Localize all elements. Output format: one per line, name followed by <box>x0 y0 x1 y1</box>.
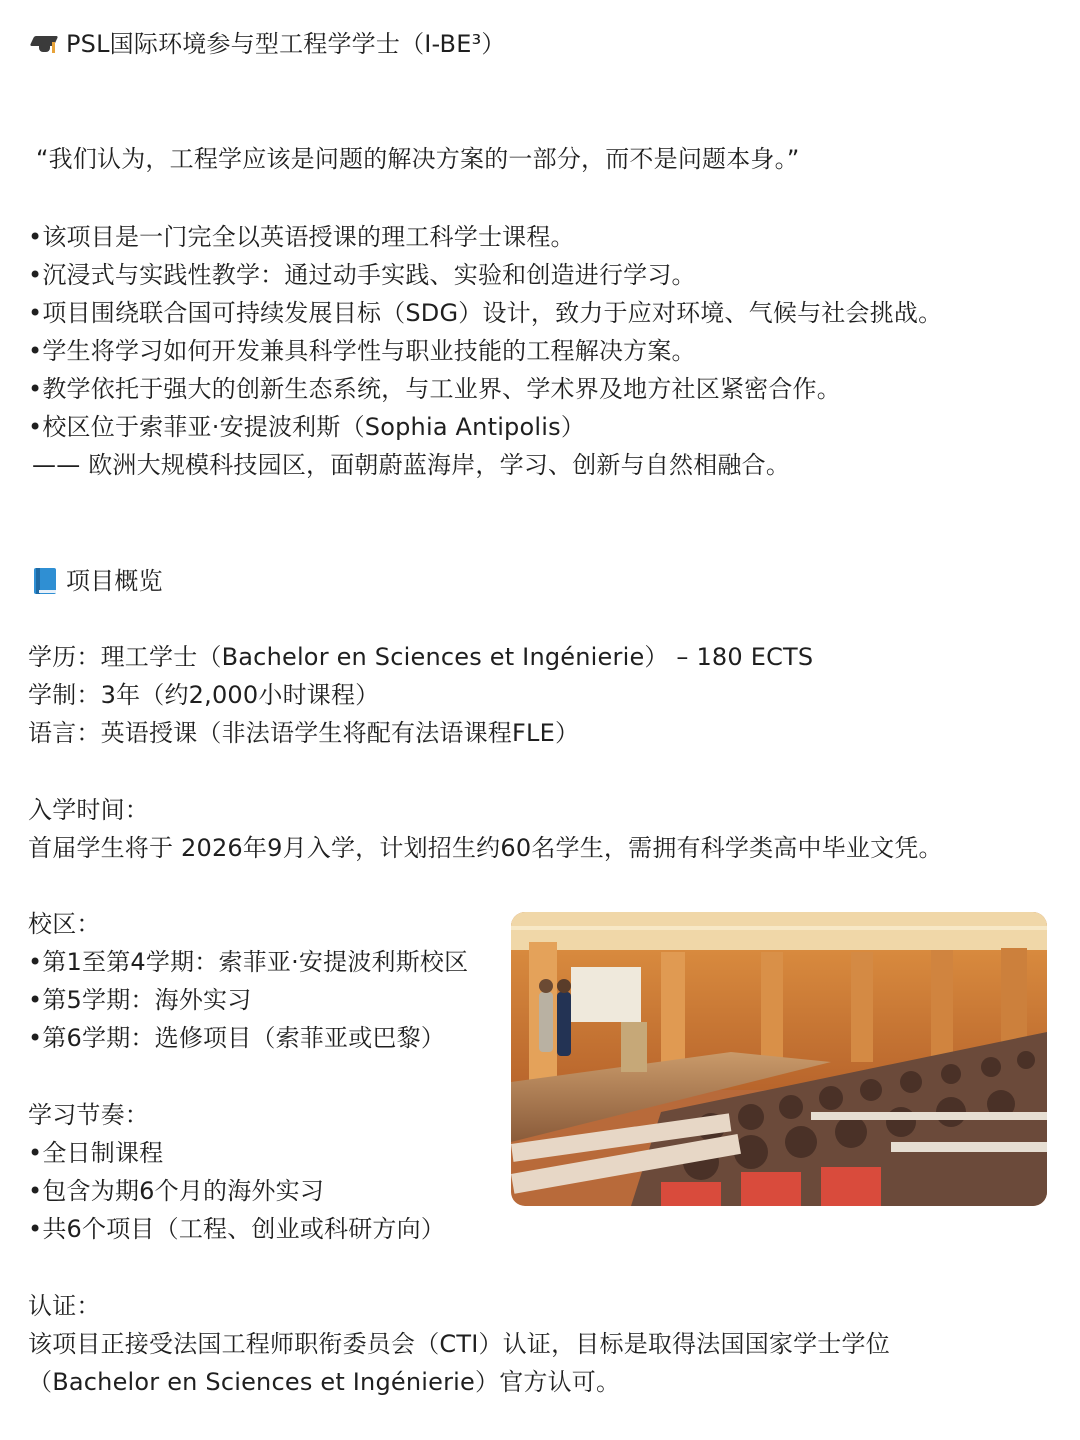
duration-line: 学制：3年（约2,000小时课程） <box>28 681 380 709</box>
campus-item: •第5学期：海外实习 <box>28 986 252 1014</box>
intro-bullet-continuation: —— 欧洲大规模科技园区，面朝蔚蓝海岸，学习、创新与自然相融合。 <box>32 451 791 479</box>
intro-bullet: •该项目是一门完全以英语授课的理工科学士课程。 <box>28 223 575 251</box>
graduation-cap-icon <box>32 32 56 56</box>
certification-text: （Bachelor en Sciences et Ingénierie）官方认可。 <box>28 1368 621 1396</box>
certification-text: 该项目正接受法国工程师职衔委员会（CTI）认证，目标是取得法国国家学士学位 <box>28 1330 890 1358</box>
intro-bullet: •项目围绕联合国可持续发展目标（SDG）设计，致力于应对环境、气候与社会挑战。 <box>28 299 943 327</box>
rhythm-heading: 学习节奏： <box>28 1101 149 1129</box>
blue-book-icon <box>34 568 56 594</box>
enrollment-text: 首届学生将于 2026年9月入学，计划招生约60名学生，需拥有科学类高中毕业文凭。 <box>28 834 943 862</box>
intro-bullet: •学生将学习如何开发兼具科学性与职业技能的工程解决方案。 <box>28 337 696 365</box>
page-title: PSL国际环境参与型工程学学士（I-BE³） <box>66 30 506 58</box>
campus-heading: 校区： <box>28 910 101 938</box>
intro-bullet: •校区位于索菲亚·安提波利斯（Sophia Antipolis） <box>28 413 586 441</box>
certification-heading: 认证： <box>28 1292 101 1320</box>
campus-item: •第6学期：选修项目（索菲亚或巴黎） <box>28 1024 446 1052</box>
intro-bullet: •教学依托于强大的创新生态系统，与工业界、学术界及地方社区紧密合作。 <box>28 375 841 403</box>
overview-heading-row <box>34 564 163 598</box>
lecture-hall-photo <box>511 912 1047 1206</box>
page-title-row <box>32 27 506 61</box>
rhythm-item: •共6个项目（工程、创业或科研方向） <box>28 1215 446 1243</box>
enrollment-heading: 入学时间： <box>28 796 149 824</box>
rhythm-item: •全日制课程 <box>28 1139 164 1167</box>
degree-line: 学历：理工学士（Bachelor en Sciences et Ingénierie） – 180 ECTS <box>28 643 814 671</box>
language-line: 语言：英语授课（非法语学生将配有法语课程FLE） <box>28 719 580 747</box>
rhythm-item: •包含为期6个月的海外实习 <box>28 1177 325 1205</box>
overview-heading: 项目概览 <box>66 567 163 595</box>
campus-item: •第1至第4学期：索菲亚·安提波利斯校区 <box>28 948 469 976</box>
quote: “我们认为，工程学应该是问题的解决方案的一部分，而不是问题本身。” <box>36 145 800 173</box>
intro-bullet: •沉浸式与实践性教学：通过动手实践、实验和创造进行学习。 <box>28 261 696 289</box>
